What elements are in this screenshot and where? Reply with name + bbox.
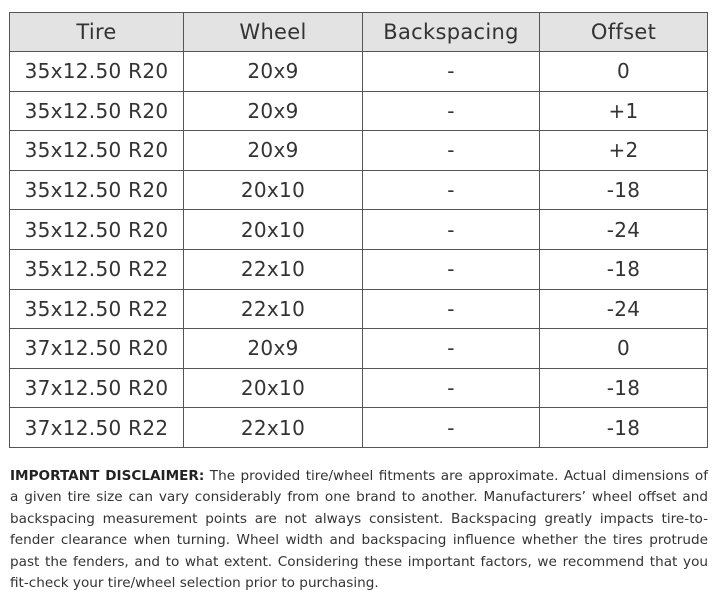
backspacing-cell: - (363, 131, 540, 171)
table-row (10, 170, 708, 210)
backspacing-cell: - (363, 170, 540, 210)
disclaimer-text: The provided tire/wheel fitments are approximate. Actual dimensions of a given tire size can vary considerably from one brand to another. Manufacturers’ wheel offset and backspacing measurement points are not always consistent. Backspacing greatly impacts tire-to-fender clearance when turning. Wheel width and backspacing influence whether the tires protrude past the fenders, and to what extent. Considering these important factors, we recommend that you fit-check your tire/wheel selection prior to purchasing. (10, 468, 708, 592)
backspacing-cell: - (363, 52, 540, 92)
tire-cell: 37x12.50 R20 (10, 368, 184, 408)
tire-cell: 35x12.50 R20 (10, 52, 184, 92)
header-backspacing: Backspacing (363, 13, 540, 52)
table-header (10, 13, 708, 52)
offset-cell: -18 (540, 170, 708, 210)
offset-cell: -18 (540, 249, 708, 289)
offset-cell: -24 (540, 289, 708, 329)
table-body (10, 52, 708, 448)
table-row (10, 368, 708, 408)
offset-cell: +2 (540, 131, 708, 171)
tire-cell: 35x12.50 R20 (10, 210, 184, 250)
table-row (10, 91, 708, 131)
wheel-cell: 20x9 (184, 52, 363, 92)
table-row (10, 329, 708, 369)
tire-cell: 35x12.50 R20 (10, 91, 184, 131)
tire-cell: 37x12.50 R22 (10, 408, 184, 448)
wheel-cell: 20x9 (184, 329, 363, 369)
backspacing-cell: - (363, 249, 540, 289)
backspacing-cell: - (363, 289, 540, 329)
backspacing-cell: - (363, 368, 540, 408)
tire-cell: 37x12.50 R20 (10, 329, 184, 369)
wheel-cell: 20x10 (184, 210, 363, 250)
fitment-table (9, 12, 708, 448)
offset-cell: 0 (540, 329, 708, 369)
header-wheel: Wheel (184, 13, 363, 52)
disclaimer (10, 466, 708, 594)
header-row (10, 13, 708, 52)
tire-cell: 35x12.50 R22 (10, 249, 184, 289)
header-tire: Tire (10, 13, 184, 52)
table-row (10, 131, 708, 171)
wheel-cell: 22x10 (184, 249, 363, 289)
tire-cell: 35x12.50 R20 (10, 170, 184, 210)
backspacing-cell: - (363, 91, 540, 131)
offset-cell: +1 (540, 91, 708, 131)
wheel-cell: 22x10 (184, 289, 363, 329)
wheel-cell: 20x10 (184, 368, 363, 408)
backspacing-cell: - (363, 210, 540, 250)
header-offset: Offset (540, 13, 708, 52)
offset-cell: -24 (540, 210, 708, 250)
offset-cell: -18 (540, 408, 708, 448)
disclaimer-lead: IMPORTANT DISCLAIMER: (10, 468, 205, 484)
backspacing-cell: - (363, 408, 540, 448)
table-row (10, 210, 708, 250)
tire-cell: 35x12.50 R22 (10, 289, 184, 329)
backspacing-cell: - (363, 329, 540, 369)
wheel-cell: 22x10 (184, 408, 363, 448)
offset-cell: 0 (540, 52, 708, 92)
wheel-cell: 20x9 (184, 91, 363, 131)
table-row (10, 249, 708, 289)
tire-cell: 35x12.50 R20 (10, 131, 184, 171)
table-row (10, 408, 708, 448)
offset-cell: -18 (540, 368, 708, 408)
wheel-cell: 20x9 (184, 131, 363, 171)
table-row (10, 289, 708, 329)
table-row (10, 52, 708, 92)
wheel-cell: 20x10 (184, 170, 363, 210)
